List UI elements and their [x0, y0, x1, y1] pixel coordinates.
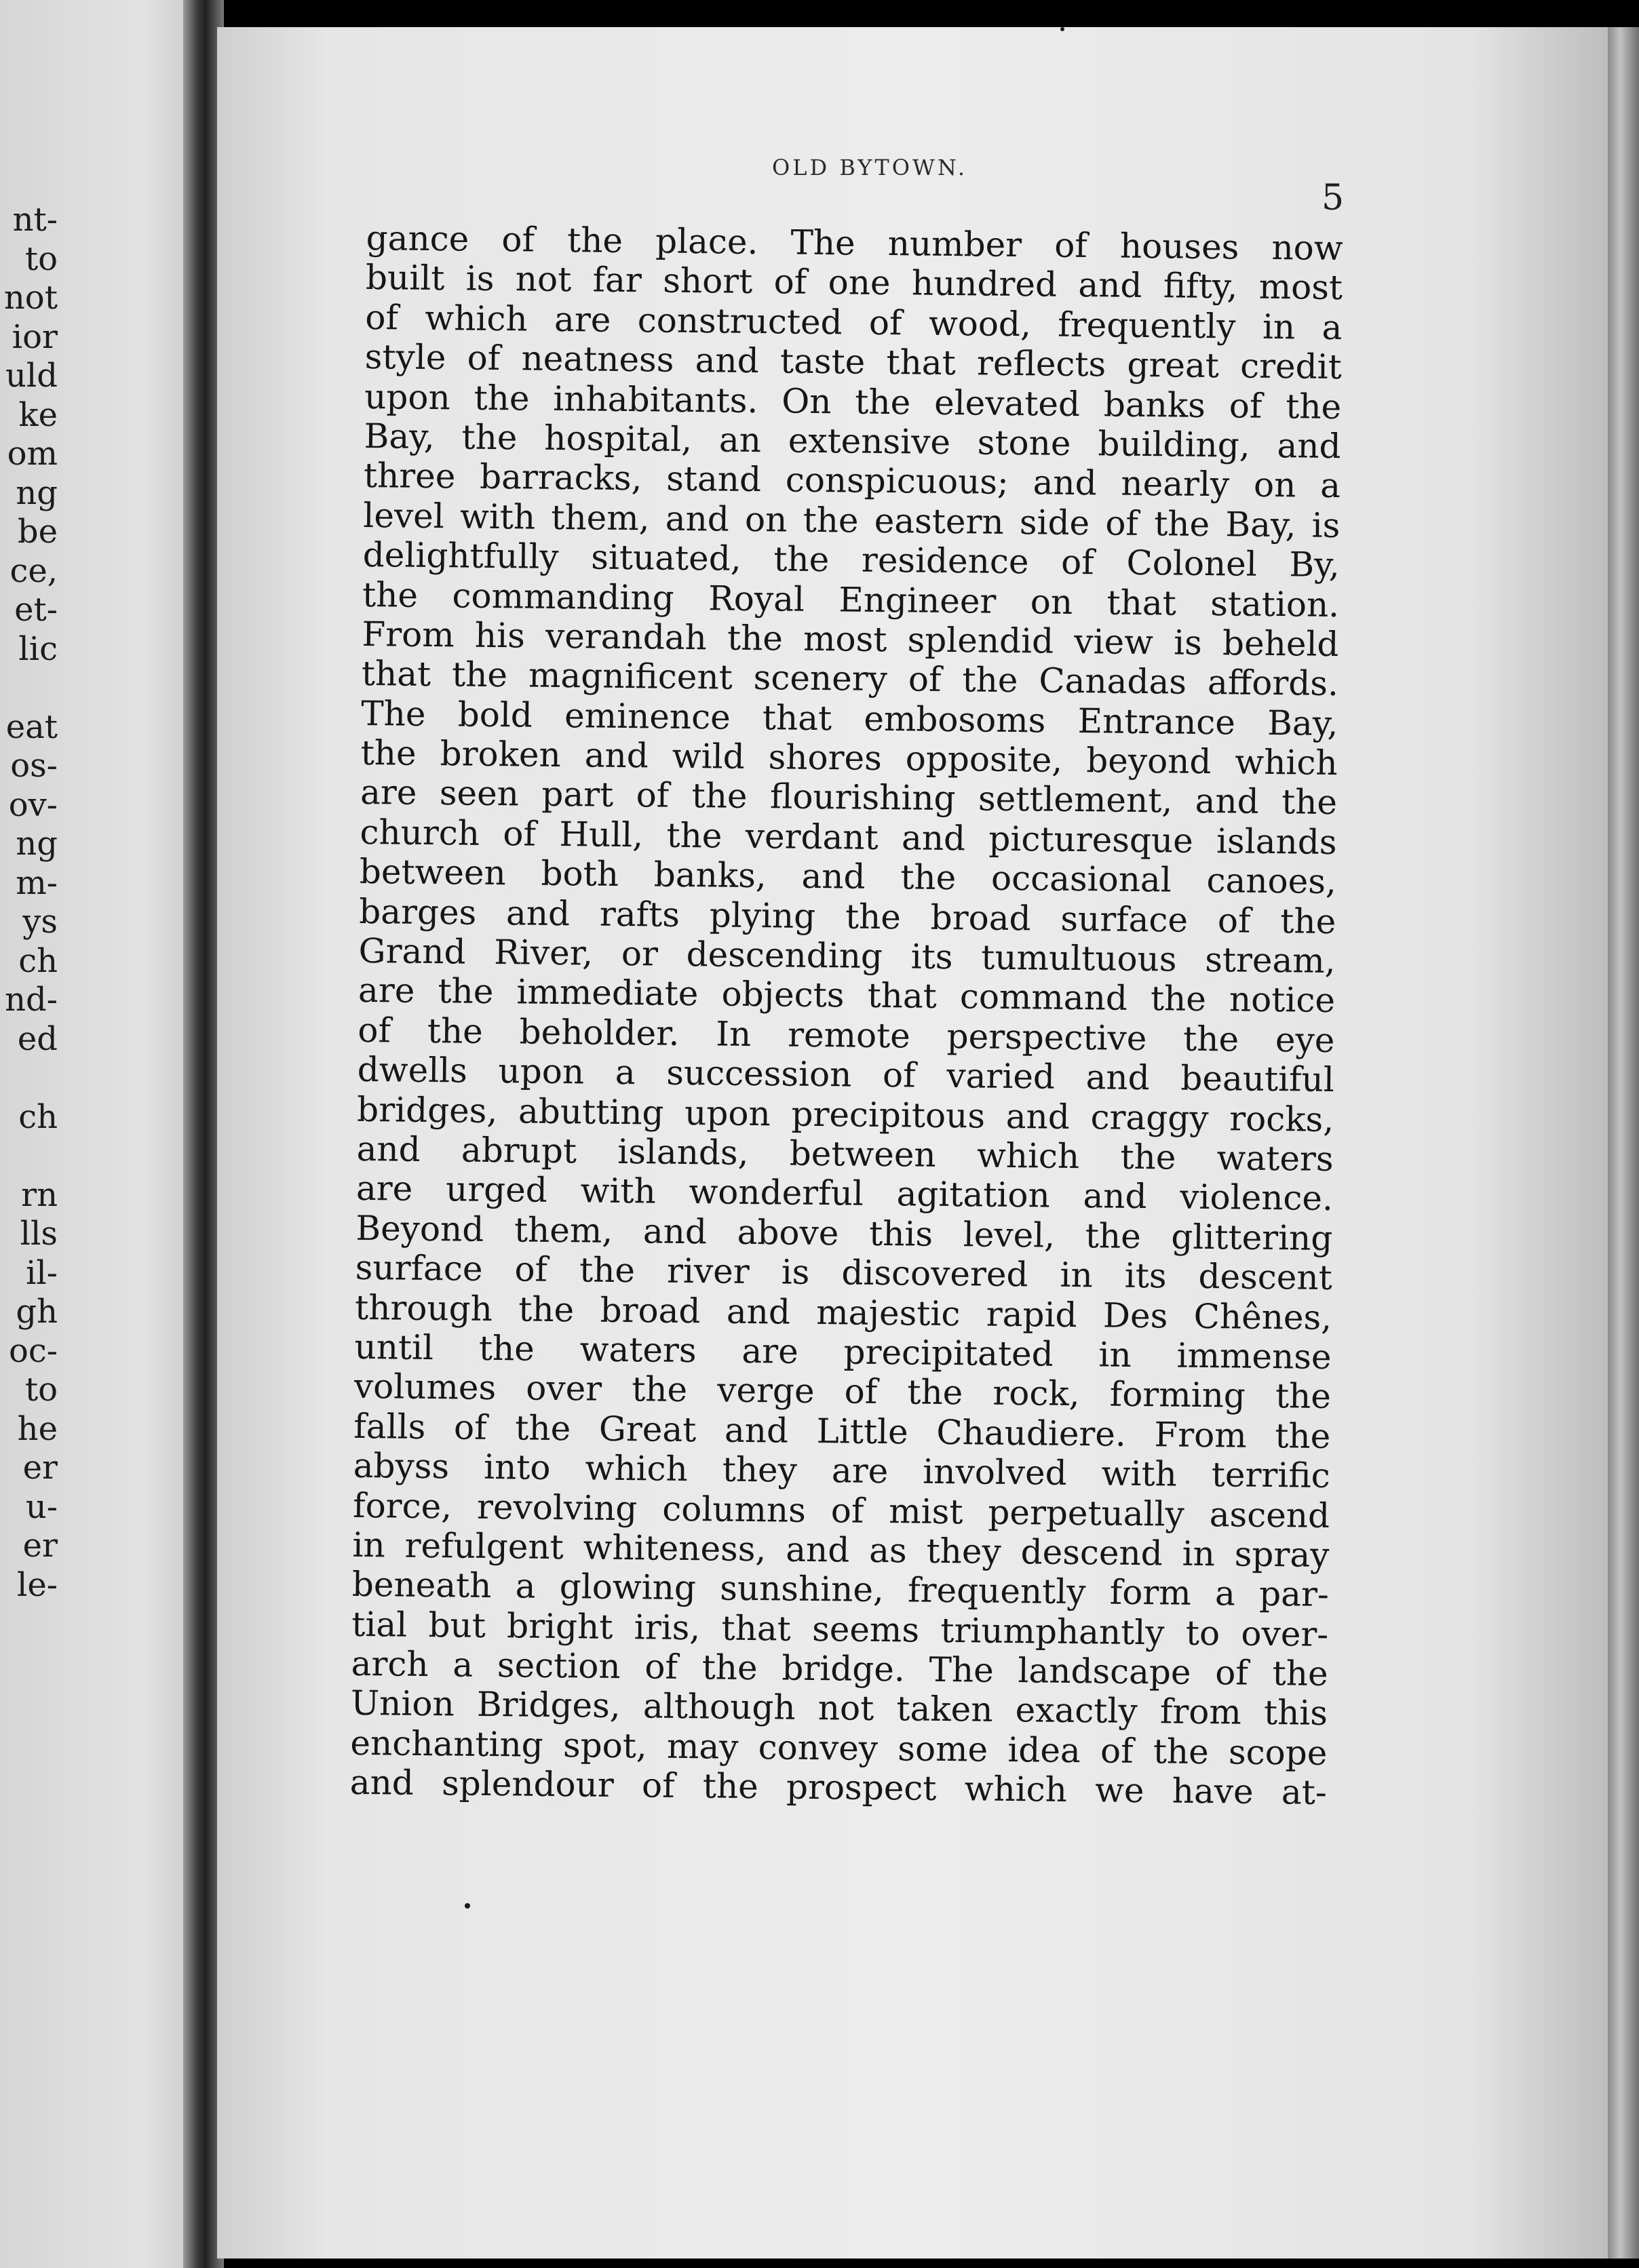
ink-speck [1060, 27, 1064, 31]
text-line: surface of the river is discovered in its descent [355, 1248, 1333, 1298]
facing-page-fragment: ior [12, 317, 58, 356]
facing-page-fragment: ed [17, 1019, 58, 1058]
text-line: between both banks, and the occasional canoes, [359, 852, 1337, 902]
facing-page-fragment: gh [16, 1293, 58, 1331]
text-line: and abrupt islands, between which the waters [356, 1129, 1334, 1179]
text-line: and splendour of the prospect which we have at- [349, 1763, 1328, 1813]
text-line: the broken and wild shores opposite, beyond which [360, 733, 1338, 783]
text-line: From his verandah the most splendid view is beheld [362, 614, 1339, 664]
facing-page-fragment: uld [5, 357, 58, 395]
facing-page-fragment: rn [21, 1175, 58, 1214]
text-line: Beyond them, and above this level, the glittering [355, 1208, 1333, 1258]
facing-page [0, 0, 204, 2268]
facing-page-fragment: ng [16, 825, 58, 863]
text-line: enchanting spot, may convey some idea of the scope [350, 1723, 1328, 1773]
text-line: in refulgent whiteness, and as they descend in spray [352, 1525, 1330, 1575]
facing-page-fragment: nt- [12, 201, 58, 239]
facing-page-fragment: ce, [9, 551, 58, 590]
facing-page-fragment: os- [10, 747, 58, 785]
text-line: volumes over the verge of the rock, forming the [353, 1367, 1332, 1417]
text-line: the commanding Royal Engineer on that station. [362, 574, 1340, 625]
text-line: The bold eminence that embosoms Entrance Bay, [361, 693, 1338, 743]
facing-page-fragment: le- [17, 1565, 58, 1604]
facing-page-fragment: ng [16, 473, 58, 512]
text-line: built is not far short of one hundred and fifty, most [365, 258, 1343, 308]
text-line: force, revolving columns of mist perpetually ascend [352, 1485, 1330, 1536]
facing-page-fragment: il- [26, 1253, 58, 1292]
facing-page-fragment: er [22, 1527, 58, 1565]
body-text [350, 218, 1343, 1813]
text-line: through the broad and majestic rapid Des Chênes, [354, 1287, 1332, 1337]
facing-page-fragment: eat [5, 707, 58, 746]
text-line: of which are constructed of wood, frequently in a [365, 297, 1343, 347]
text-line: barges and rafts plying the broad surface of the [358, 891, 1336, 941]
text-line: of the beholder. In remote perspective the eye [358, 1010, 1335, 1060]
text-line: until the waters are precipitated in immense [354, 1327, 1332, 1377]
text-line: bridges, abutting upon precipitous and craggy rocks, [356, 1089, 1334, 1139]
text-line: arch a section of the bridge. The landscape of the [351, 1643, 1328, 1694]
text-line: three barracks, stand conspicuous; and nearly on a [363, 456, 1341, 506]
facing-page-fragment: u- [25, 1487, 58, 1526]
facing-page-fragment: ke [18, 395, 58, 434]
text-line: church of Hull, the verdant and picturesque islands [360, 812, 1337, 862]
text-line: are the immediate objects that command the notice [358, 971, 1336, 1021]
ink-speck [465, 1903, 470, 1909]
text-line: dwells upon a succession of varied and beautiful [357, 1050, 1335, 1100]
page-number: 5 [1322, 178, 1345, 218]
running-head: OLD BYTOWN. [772, 155, 967, 180]
facing-page-fragment: lic [18, 629, 58, 668]
facing-page-fragment: not [3, 279, 58, 317]
text-line: beneath a glowing sunshine, frequently form a par- [351, 1565, 1330, 1615]
text-line: are urged with wonderful agitation and violence. [355, 1169, 1334, 1219]
facing-page-fragment: he [17, 1409, 58, 1448]
text-line: Grand River, or descending its tumultuous stream, [358, 931, 1336, 981]
facing-page-fragment: nd- [5, 981, 58, 1019]
facing-page-fragment: to [24, 1371, 58, 1409]
text-line: upon the inhabitants. On the elevated banks of the [364, 376, 1342, 427]
facing-page-fragment: er [22, 1449, 58, 1487]
facing-page-fragment: om [7, 435, 58, 473]
facing-page-fragment: ov- [8, 785, 58, 824]
facing-page-fragment: et- [14, 591, 58, 629]
facing-page-fragment: lls [20, 1215, 58, 1253]
text-line: level with them, and on the eastern side of the Bay, is [363, 495, 1341, 545]
text-line: Union Bridges, although not taken exactly from this [350, 1683, 1328, 1734]
page-edge [1608, 27, 1639, 2259]
text-line: Bay, the hospital, an extensive stone building, and [364, 416, 1341, 467]
facing-page-fragment: oc- [9, 1331, 58, 1370]
facing-page-fragment: be [17, 513, 58, 551]
facing-page-fragment: m- [16, 863, 58, 902]
text-line: gance of the place. The number of houses now [366, 218, 1343, 269]
facing-page-fragment: to [24, 239, 58, 278]
facing-page-fragment: ch [18, 1097, 58, 1136]
text-line: delightfully situated, the residence of Colonel By, [362, 535, 1341, 585]
facing-page-fragment: ys [22, 903, 58, 941]
text-line: abyss into which they are involved with terrific [353, 1446, 1330, 1496]
text-line: that the magnificent scenery of the Canadas affords. [361, 654, 1339, 704]
text-line: falls of the Great and Little Chaudiere. From the [353, 1406, 1331, 1456]
text-line: are seen part of the flourishing settlement, and the [360, 773, 1338, 823]
text-line: tial but bright iris, that seems triumphantly to over- [351, 1604, 1329, 1654]
text-line: style of neatness and taste that reflects great credit [364, 337, 1343, 387]
facing-page-fragment: ch [18, 941, 58, 980]
